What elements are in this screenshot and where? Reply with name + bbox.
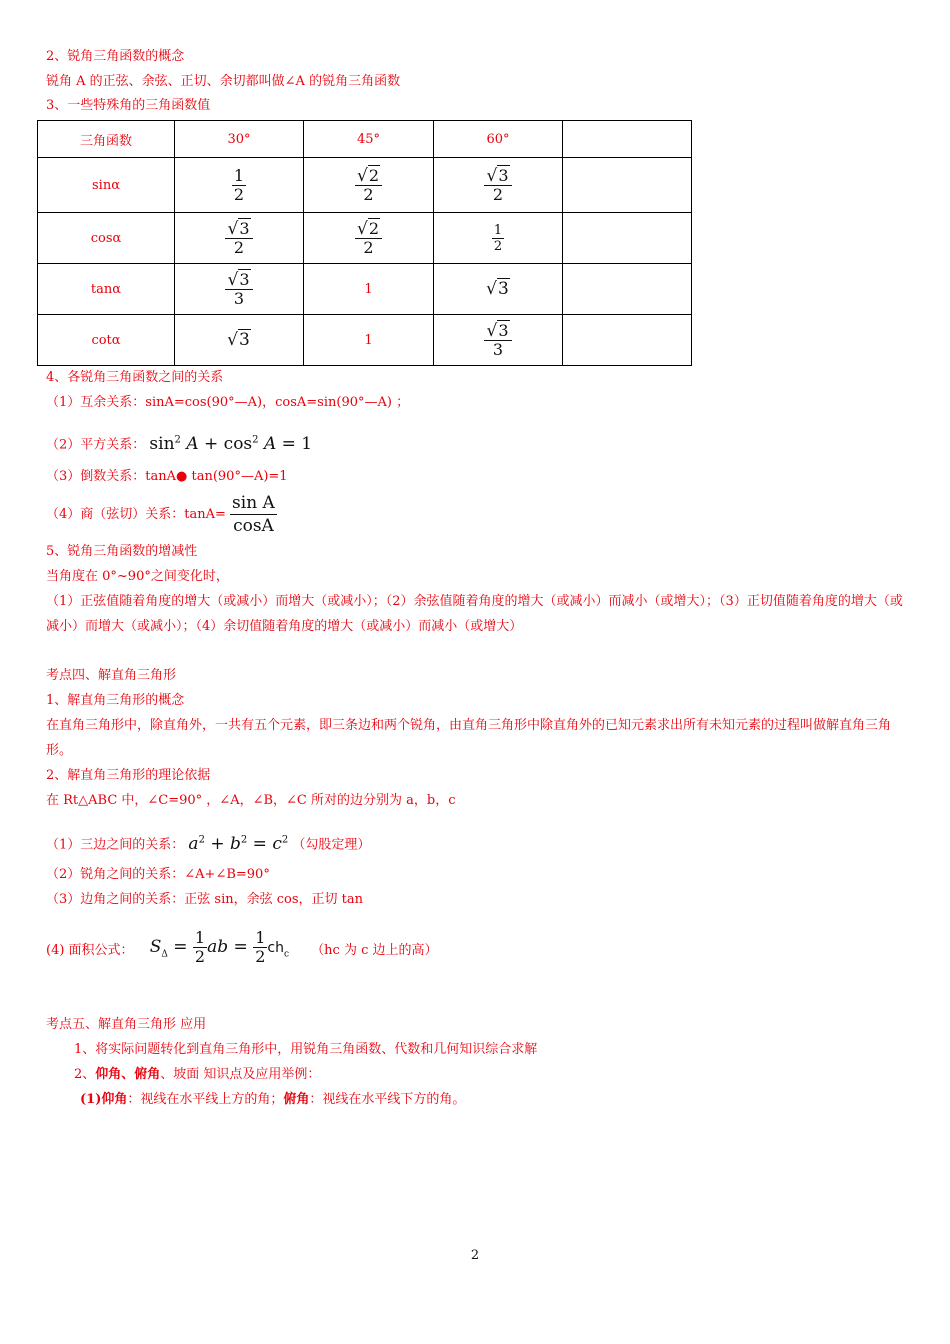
special-angles-table [37, 120, 692, 366]
sqrt-value: √3 [227, 330, 250, 350]
table-cell [434, 315, 563, 366]
section-3-title: 3、一些特殊角的三角函数值 [46, 98, 211, 113]
complementary-relation: （1）互余关系：sinA=cos(90°—A)，cosA=sin(90°—A) ； [46, 395, 410, 410]
square-relation [46, 430, 312, 456]
table-cell [175, 213, 304, 264]
table-cell-empty [563, 264, 692, 315]
table-cell [434, 213, 563, 264]
square-relation-formula: $\sin^2 A + \cos^2 A = 1$ [149, 433, 313, 454]
kaodian-5-3: (1)仰角：视线在水平线上方的角；俯角：视线在水平线下方的角。 [80, 1092, 466, 1107]
side-relation-note: （勾股定理） [292, 837, 371, 853]
square-relation-label: （2）平方关系： [46, 437, 146, 453]
area-formula-expression: $S_\Delta$ = $\frac{1}{2}$ ab = $\frac{1}{2}$ $ch_c$ [149, 928, 290, 966]
kaodian-4-2-text: 在 Rt△ABC 中，∠C=90° ，∠A，∠B，∠C 所对的边分别为 a，b，c [46, 793, 456, 808]
table-cell [175, 158, 304, 213]
reciprocal-relation: （3）倒数关系：tanA● tan(90°—A)=1 [46, 469, 288, 484]
fraction: $\frac{√3}{2}$ [484, 167, 511, 204]
row-label: tanα [38, 264, 175, 315]
table-header-cell: 30° [175, 121, 304, 158]
kaodian-5-1: 1、将实际问题转化到直角三角形中，用锐角三角函数、代数和几何知识综合求解 [74, 1042, 538, 1057]
side-relation [46, 830, 370, 856]
table-row [38, 264, 692, 315]
table-header-cell: 60° [434, 121, 563, 158]
table-row [38, 158, 692, 213]
kaodian-5-2: 2、仰角、俯角、坡面 知识点及应用举例： [74, 1067, 321, 1082]
fraction: $\frac{√2}{2}$ [355, 167, 382, 204]
section-2-title: 2、锐角三角函数的概念 [46, 49, 185, 64]
table-cell [434, 158, 563, 213]
table-cell [175, 264, 304, 315]
table-cell [175, 315, 304, 366]
table-cell [304, 213, 434, 264]
fraction: $\frac{1}{2}$ [493, 222, 503, 254]
side-relation-label: （1）三边之间的关系： [46, 837, 185, 853]
angle-relation: （2）锐角之间的关系：∠A+∠B=90° [46, 867, 270, 882]
quotient-relation [46, 492, 277, 537]
kaodian-4-1-title: 1、解直角三角形的概念 [46, 693, 185, 708]
kaodian-4-1-text: 在直角三角形中，除直角外，一共有五个元素，即三条边和两个锐角，由直角三角形中除直角外的已知元素求出所有未知元素的过程叫做解直角三角形。 [46, 718, 892, 758]
section-5-title: 5、锐角三角函数的增减性 [46, 544, 198, 559]
table-cell [304, 158, 434, 213]
row-label: cotα [38, 315, 175, 366]
kaodian-4-2-title: 2、解直角三角形的理论依据 [46, 768, 211, 783]
table-row [38, 315, 692, 366]
area-formula-note: （hc 为 c 边上的高） [311, 943, 438, 959]
quotient-relation-label: （4）商（弦切）关系：tanA= [46, 507, 226, 522]
quotient-fraction: $\frac{\text{sin A}}{\cos A}$ [232, 493, 275, 536]
fraction: $\frac{√3}{2}$ [225, 220, 252, 257]
page-number: 2 [470, 1248, 480, 1263]
table-row [38, 213, 692, 264]
row-label: cosα [38, 213, 175, 264]
table-header-cell: 45° [304, 121, 434, 158]
kaodian-5-title: 考点五、解直角三角形 应用 [46, 1017, 207, 1032]
section-5-body: （1）正弦值随着角度的增大（或减小）而增大（或减小）；（2）余弦值随着角度的增大（或减小）而减小（或增大）；（3）正切值随着角度的增大（或减小）而增大（或减小）；（4）余切值随着角度的增大（或减小）而减小（或增大） [46, 594, 903, 634]
table-header-row [38, 121, 692, 158]
sqrt-value: √3 [486, 279, 509, 299]
table-cell [434, 264, 563, 315]
section-2-text: 锐角 A 的正弦、余弦、正切、余切都叫做∠A 的锐角三角函数 [46, 74, 401, 89]
table-header-cell [563, 121, 692, 158]
table-cell: 1 [304, 264, 434, 315]
row-label: sinα [38, 158, 175, 213]
side-angle-relation: （3）边角之间的关系：正弦 sin，余弦 cos，正切 tan [46, 892, 363, 907]
table-cell-empty [563, 213, 692, 264]
table-cell-empty [563, 315, 692, 366]
section-5-intro: 当角度在 0°~90°之间变化时， [46, 569, 229, 584]
area-formula-label: (4) 面积公式： [46, 943, 134, 959]
fraction: $\frac{1}{2}$ [233, 165, 245, 204]
area-formula [46, 924, 438, 977]
kaodian-4-title: 考点四、解直角三角形 [46, 668, 177, 683]
fraction: $\frac{√3}{3}$ [225, 271, 252, 308]
fraction: $\frac{√2}{2}$ [355, 220, 382, 257]
table-header-cell: 三角函数 [38, 121, 175, 158]
table-cell: 1 [304, 315, 434, 366]
table-cell-empty [563, 158, 692, 213]
section-4-title: 4、各锐角三角函数之间的关系 [46, 370, 224, 385]
pythagorean-formula: $a^2 + b^2 = c^2$ [188, 833, 289, 854]
fraction: $\frac{√3}{3}$ [484, 322, 511, 359]
